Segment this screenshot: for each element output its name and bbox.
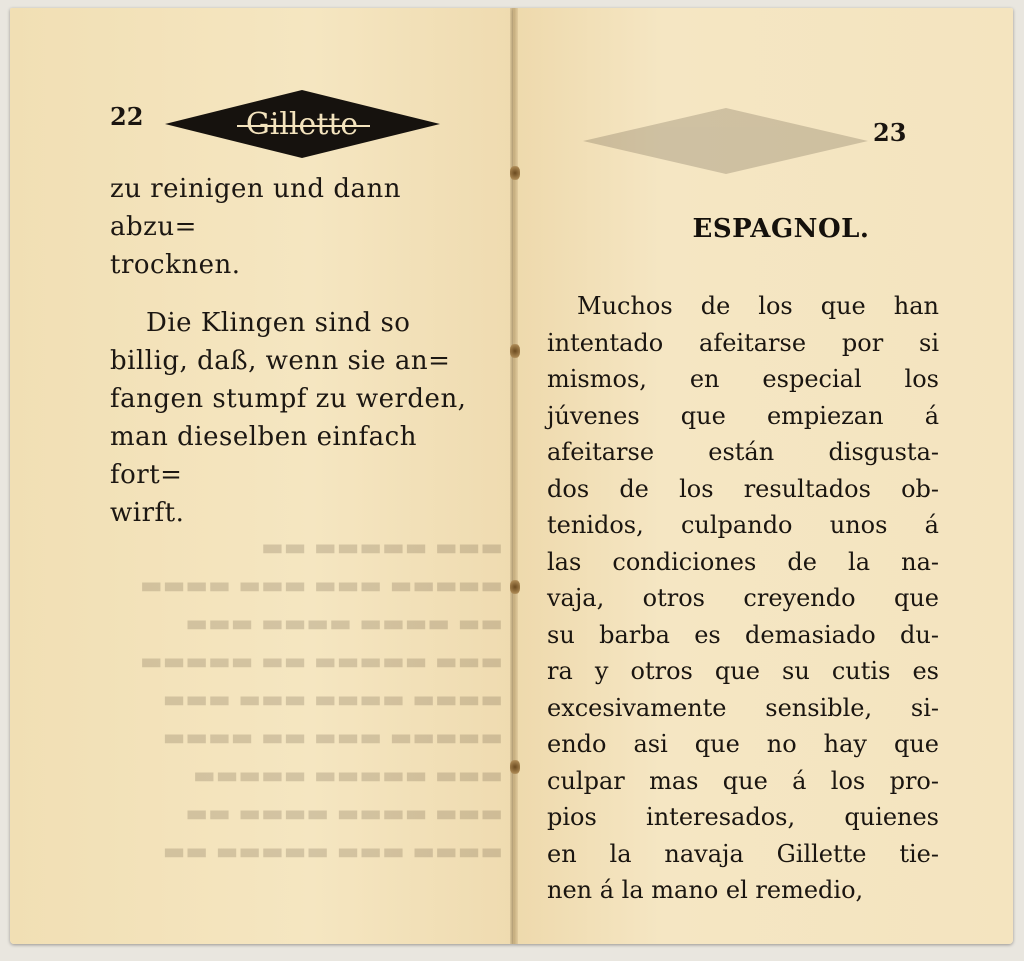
text-line: afeitarse están disgusta- <box>547 438 939 466</box>
text-line: zu reinigen und dann abzu= <box>110 174 401 242</box>
text-line: fangen stumpf zu werden, <box>110 384 467 414</box>
open-booklet <box>10 8 1016 948</box>
gillette-logo <box>165 88 440 160</box>
page-number: 22 <box>110 102 144 131</box>
section-heading: ESPAGNOL. <box>692 214 870 244</box>
text-line: excesivamente sensible, si- <box>547 693 939 722</box>
staple-hole <box>510 760 520 774</box>
text-line: endo asi que no hay que <box>547 730 939 758</box>
left-page <box>10 8 513 944</box>
text-line: nen á la mano el remedio, <box>547 876 864 904</box>
text-line: júvenes que empiezan á <box>547 401 939 430</box>
staple-hole <box>510 580 520 594</box>
reverse-show-through: ▬▬▬ ▬▬▬▬▬ ▬▬ ▬▬▬▬▬ ▬▬▬ ▬▬▬ ▬▬▬▬ ▬▬ ▬▬▬▬ ▬▬▬▬ ▬▬▬ ▬▬▬ ▬▬▬▬▬ ▬▬ ▬▬▬▬▬ ▬▬▬▬ ▬▬▬▬ ▬▬▬ ▬▬▬ ▬▬▬▬▬ ▬▬▬ ▬▬ ▬▬▬▬ ▬▬▬ ▬▬▬▬▬ ▬▬▬▬▬ ▬▬▬ ▬▬▬▬ ▬▬▬▬ ▬▬ ▬▬▬▬ ▬▬▬ ▬▬▬▬▬ ▬▬ <box>140 533 504 865</box>
text-line: las condiciones de la na- <box>547 547 939 576</box>
text-line: tenidos, culpando unos á <box>547 511 939 539</box>
staple-hole <box>510 166 520 180</box>
text-line: dos de los resultados ob- <box>547 474 939 503</box>
text-line: su barba es demasiado du- <box>547 620 939 649</box>
text-line: man dieselben einfach fort= <box>110 422 417 490</box>
text-line: trocknen. <box>110 250 241 280</box>
text-line: ra y otros que su cutis es <box>547 657 939 685</box>
text-line: mismos, en especial los <box>547 365 939 393</box>
text-line: vaja, otros creyendo que <box>547 584 939 612</box>
reverse-logo-show-through <box>583 106 868 176</box>
text-line: intentado afeitarse por si <box>547 328 939 357</box>
text-line: pios interesados, quienes <box>547 803 939 831</box>
text-line: en la navaja Gillette tie- <box>547 839 939 868</box>
text-line: wirft. <box>110 498 185 528</box>
spanish-text <box>547 288 939 909</box>
svg-text:Gillette: Gillette <box>245 107 359 142</box>
text-line: billig, daß, wenn sie an= <box>110 346 451 376</box>
text-line: Muchos de los que han <box>577 292 939 320</box>
right-page <box>513 8 1013 944</box>
page-number: 23 <box>873 118 907 147</box>
staple-hole <box>510 344 520 358</box>
german-text <box>110 170 490 532</box>
text-line: culpar mas que á los pro- <box>547 766 939 795</box>
text-line: Die Klingen sind so <box>146 308 411 338</box>
book-spine <box>510 8 518 944</box>
